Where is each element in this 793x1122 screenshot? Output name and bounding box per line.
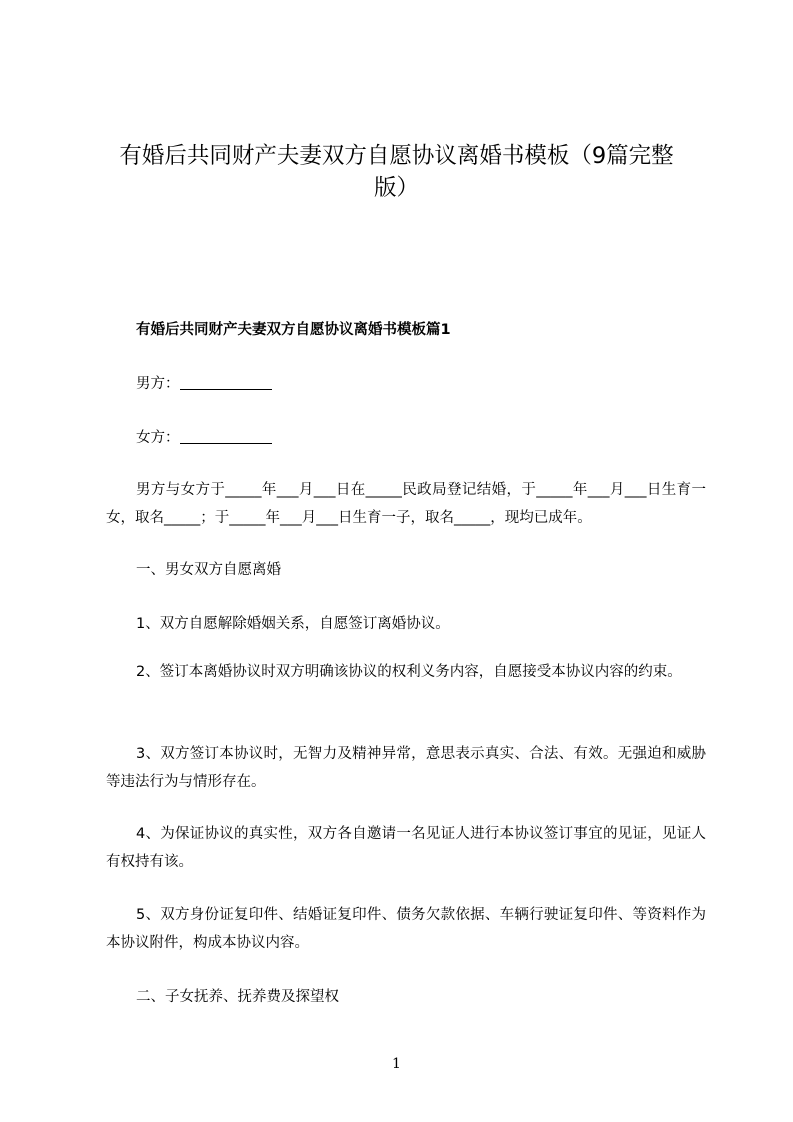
male-party-label: 男方： [136,376,180,392]
item-5: 5、双方身份证复印件、结婚证复印件、债务欠款依据、车辆行驶证复印件、等资料作为本协议附件，构成本协议内容。 [106,907,706,951]
heading-2: 二、子女抚养、抚养费及探望权 [136,989,339,1005]
female-party-field [136,426,272,447]
female-party-label: 女方： [136,430,180,446]
item-2: 2、签订本离婚协议时双方明确该协议的权利义务内容，自愿接受本协议内容的约束。 [136,664,682,680]
page-number: 1 [392,1056,401,1072]
female-party-blank [180,429,272,444]
heading-1: 一、男女双方自愿离婚 [136,562,281,578]
intro-paragraph: 男方与女方于_____年___月___日在_____民政局登记结婚，于_____年___月___日生育一女，取名_____；于_____年___月___日生育一子，取名_____，现均已成年。 [106,482,706,526]
item-3: 3、双方签订本协议时，无智力及精神异常，意思表示真实、合法、有效。无强迫和威胁等违法行为与情形存在。 [106,746,706,790]
item-4: 4、为保证协议的真实性，双方各自邀请一名见证人进行本协议签订事宜的见证，见证人有权持有该。 [106,826,706,870]
document-title: 有婚后共同财产夫妻双方自愿协议离婚书模板（9篇完整版） [119,143,674,201]
section-heading: 有婚后共同财产夫妻双方自愿协议离婚书模板篇1 [136,322,451,338]
item-1: 1、双方自愿解除婚姻关系，自愿签订离婚协议。 [136,616,450,632]
male-party-blank [180,375,272,390]
male-party-field [136,372,272,393]
